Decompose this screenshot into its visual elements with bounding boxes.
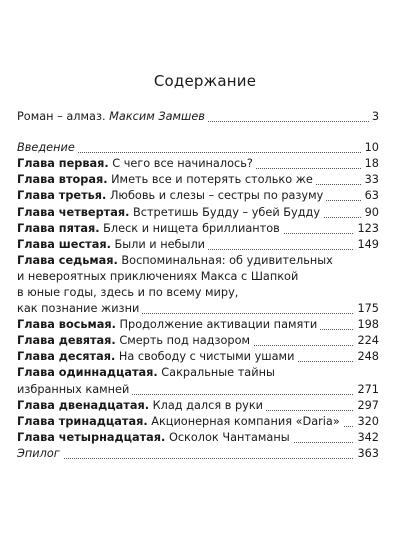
chapter-title: Сакральные тайны (161, 366, 275, 379)
page-number: 297 (354, 396, 379, 416)
intro-prefix: Роман – алмаз. (17, 110, 106, 123)
chapter-label: Глава четырнадцатая. (17, 431, 166, 444)
chapter-title: Воспоминальная: об удивительных (121, 254, 333, 267)
chapter-title: Иметь все и потерять столько же (111, 173, 313, 186)
page-number: 198 (354, 315, 379, 335)
chapter-title: Акционерная компания «Daria» (151, 415, 340, 428)
page-number: 10 (362, 138, 379, 158)
page-number: 363 (354, 444, 379, 464)
toc-entry-chapter-7-line-3: в юные годы, здесь и по всему миру, (17, 286, 239, 299)
page-number: 224 (354, 331, 379, 351)
chapter-title: Встретишь Будду – убей Будду (132, 206, 321, 219)
chapter-title-cont: избранных камней (17, 380, 132, 400)
page-number: 3 (369, 107, 379, 127)
chapter-label: Глава восьмая. (17, 318, 116, 331)
page-number: 175 (354, 299, 379, 319)
chapter-title: На свободу с чистыми ушами (118, 350, 295, 363)
page-number: 33 (362, 170, 379, 190)
entry-label: Эпилог (17, 444, 63, 464)
chapter-title: С чего все начиналось? (112, 157, 253, 170)
chapter-title: Смерть под надзором (119, 334, 251, 347)
page-number: 123 (354, 219, 379, 239)
toc-entry-intro[interactable] (17, 107, 379, 127)
toc-entry-chapter-7-line-2: и невероятных приключениях Макса с Шапкой (17, 270, 299, 283)
chapter-title: Осколок Чантаманы (168, 431, 290, 444)
chapter-label: Глава шестая. (17, 238, 111, 251)
toc-entry-epilogue[interactable] (17, 444, 379, 464)
page-number: 248 (354, 347, 379, 367)
chapter-label: Глава двенадцатая. (17, 399, 149, 412)
chapter-label: Глава четвертая. (17, 206, 130, 219)
chapter-title-cont: как познание жизни (17, 299, 142, 319)
chapter-title: Клад дался в руки (152, 399, 263, 412)
entry-label: Введение (17, 138, 78, 158)
page-number: 63 (362, 186, 379, 206)
chapter-title: Были и небыли (114, 238, 206, 251)
chapter-label: Глава пятая. (17, 222, 100, 235)
intro-author: Максим Замшев (109, 110, 205, 123)
chapter-title: Продолжение активации памяти (119, 318, 318, 331)
chapter-label: Глава вторая. (17, 173, 108, 186)
chapter-label: Глава первая. (17, 157, 109, 170)
chapter-title: Блеск и нищета бриллиантов (103, 222, 280, 235)
chapter-label: Глава одиннадцатая. (17, 366, 158, 379)
page-number: 149 (354, 235, 379, 255)
chapter-label: Глава седьмая. (17, 254, 118, 267)
page-title: Содержание (153, 72, 257, 90)
chapter-label: Глава девятая. (17, 334, 116, 347)
page-number: 342 (354, 428, 379, 448)
page-number: 271 (354, 380, 379, 400)
page-number: 320 (354, 412, 379, 432)
page-number: 18 (362, 154, 379, 174)
chapter-title: Любовь и слезы – сестры по разуму (109, 189, 324, 202)
chapter-label: Глава тринадцатая. (17, 415, 148, 428)
chapter-label: Глава десятая. (17, 350, 116, 363)
page-number: 90 (362, 203, 379, 223)
chapter-label: Глава третья. (17, 189, 107, 202)
